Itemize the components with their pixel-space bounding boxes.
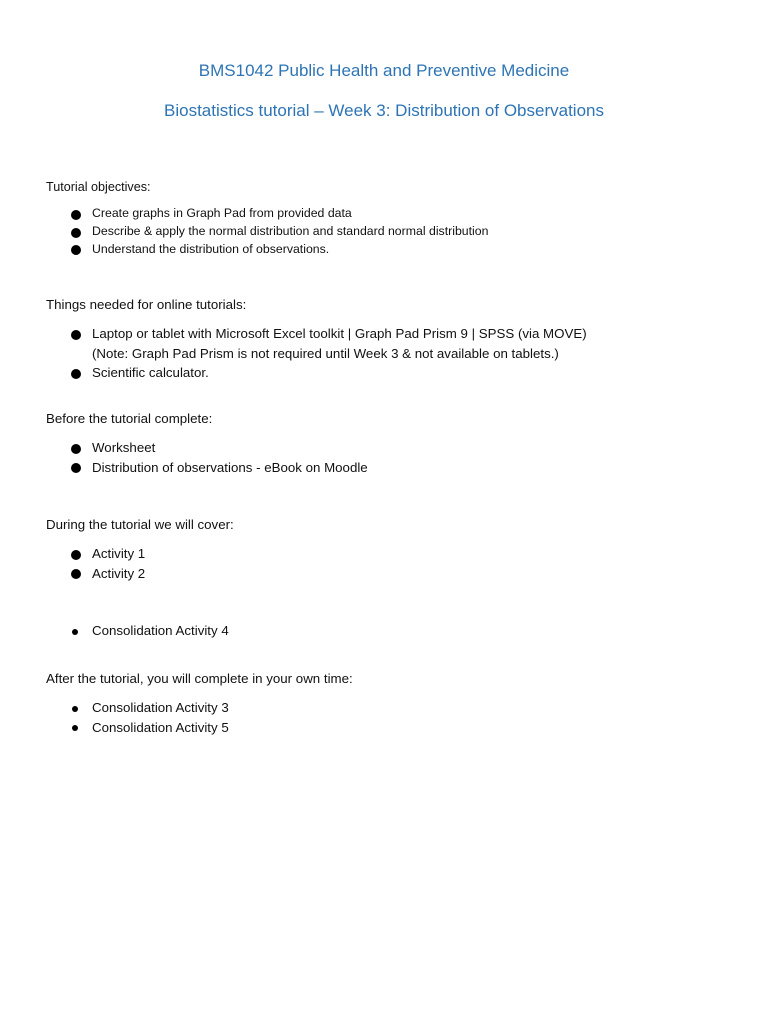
bullet-icon [71, 569, 81, 579]
bullet-icon [72, 725, 78, 731]
during-list [0, 544, 145, 583]
things-needed-label: Things needed for online tutorials: [46, 297, 247, 312]
list-item: Worksheet [0, 438, 368, 458]
objectives-label: Tutorial objectives: [46, 180, 151, 194]
before-label: Before the tutorial complete: [46, 411, 213, 426]
list-item: Laptop or tablet with Microsoft Excel toolkit | Graph Pad Prism 9 | SPSS (via MOVE) (Note: Graph Pad Prism is not required until Week 3 & not available on tablets.) [0, 324, 587, 363]
bullet-icon [71, 369, 81, 379]
course-title: BMS1042 Public Health and Preventive Medicine [198, 61, 570, 80]
things-needed-list [0, 324, 587, 383]
after-list [0, 698, 229, 737]
list-item: Distribution of observations - eBook on Moodle [0, 458, 368, 478]
tutorial-title: Biostatistics tutorial – Week 3: Distribution of Observations [164, 101, 604, 120]
bullet-icon [71, 550, 81, 560]
list-item: Consolidation Activity 4 [0, 621, 229, 641]
before-list [0, 438, 368, 477]
list-item: Consolidation Activity 5 [0, 718, 229, 738]
list-item: Describe & apply the normal distribution and standard normal distribution [0, 223, 488, 241]
bullet-icon [71, 444, 81, 454]
bullet-icon [72, 629, 78, 635]
after-label: After the tutorial, you will complete in your own time: [46, 671, 353, 686]
list-item: Create graphs in Graph Pad from provided data [0, 205, 488, 223]
objectives-list [0, 205, 488, 258]
bullet-icon [71, 228, 81, 238]
list-item: Scientific calculator. [0, 363, 587, 383]
bullet-icon [71, 463, 81, 473]
list-item: Understand the distribution of observations. [0, 241, 488, 259]
list-item-note: (Note: Graph Pad Prism is not required until Week 3 & not available on tablets.) [92, 345, 559, 361]
list-item: Consolidation Activity 3 [0, 698, 229, 718]
during-extra-list [0, 621, 229, 641]
bullet-icon [72, 706, 78, 712]
list-item: Activity 1 [0, 544, 145, 564]
list-item: Activity 2 [0, 564, 145, 584]
during-label: During the tutorial we will cover: [46, 517, 234, 532]
bullet-icon [71, 330, 81, 340]
bullet-icon [71, 210, 81, 220]
bullet-icon [71, 245, 81, 255]
